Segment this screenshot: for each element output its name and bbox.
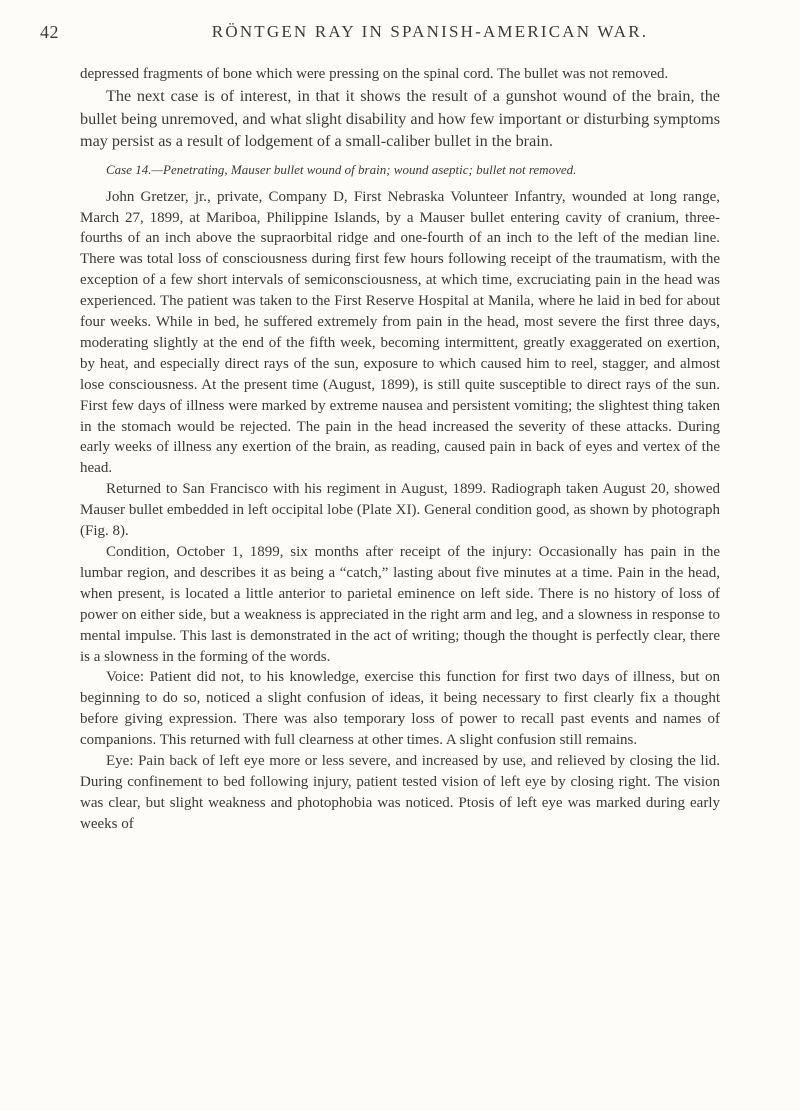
running-title: RÖNTGEN RAY IN SPANISH-AMERICAN WAR. [211,22,649,41]
paragraph-radiograph: Returned to San Francisco with his regiment in August, 1899. Radiograph taken August 20, showed Mauser bullet embedded in left occipital lobe (Plate XI). General condition good, as shown by photograph (Fig. 8). [80,481,720,540]
paragraph-eye: Eye: Pain back of left eye more or less severe, and increased by use, and relieved by closing the lid. During confinement to bed following injury, patient tested vision of left eye by closing right. The vision was clear, but slight weakness and photophobia was noticed. Ptosis of left eye was marked during early weeks of [80,753,720,832]
case-number: Case 14. [106,161,152,177]
running-head [40,22,760,46]
paragraph-continuation: depressed fragments of bone which were pressing on the spinal cord. The bullet was not removed. [80,66,669,82]
paragraph-condition: Condition, October 1, 1899, six months after receipt of the injury: Occasionally has pain in the lumbar region, and describes it as being a “catch,” lasting about five minutes at a time. Pain in the head, when present, is located a little anterior to parietal eminence on left side. There is no history of loss of power on either side, but a weakness is appreciated in the right arm and leg, and a slowness in response to mental impulse. This last is demonstrated in the act of writing; though the thought is perfectly clear, there is a slowness in the forming of the words. [80,544,720,665]
body-text [80,64,720,835]
case-title: —Penetrating, Mauser bullet wound of brain; wound aseptic; bullet not removed. [151,161,577,177]
page-number: 42 [40,22,59,42]
case-heading [80,160,720,181]
paragraph-intro: The next case is of interest, in that it shows the result of a gunshot wound of the brain, the bullet being unremoved, and what slight disability and how few important or disturbing symptoms may persist as a result of lodgement of a small-caliber bullet in the brain. [80,86,720,151]
paragraph-voice: Voice: Patient did not, to his knowledge, exercise this function for first two days of illness, but on beginning to do so, noticed a slight confusion of ideas, it being necessary to first clearly fix a thought before giving expression. There was also temporary loss of power to recall past events and names of companions. This returned with full clearness at other times. A slight confusion still remains. [80,669,720,749]
paragraph-case-history: John Gretzer, jr., private, Company D, First Nebraska Volunteer Infantry, wounded at long range, March 27, 1899, at Mariboa, Philippine Islands, by a Mauser bullet entering cavity of cranium, three-fourths of an inch above the supraorbital ridge and one-fourth of an inch to the left of the median line. There was total loss of consciousness during first few hours following receipt of the traumatism, with the exception of a few short intervals of semiconsciousness, at which time, excruciating pain in the head was experienced. The patient was taken to the First Reserve Hospital at Manila, where he laid in bed for about four weeks. While in bed, he suffered extremely from pain in the head, most severe the first three days, moderating slightly at the end of the fifth week, becoming intermittent, greatly exaggerated on exertion, by heat, and especially direct rays of the sun, exposure to which caused him to reel, stagger, and almost lose consciousness. At the present time (August, 1899), is still quite susceptible to direct rays of the sun. First few days of illness were marked by extreme nausea and persistent vomiting; the slightest thing taken in the stomach would be rejected. The pain in the head increased the severity of these attacks. During early weeks of illness any exertion of the brain, as reading, caused pain in back of eyes and vertex of the head. [80,188,720,477]
